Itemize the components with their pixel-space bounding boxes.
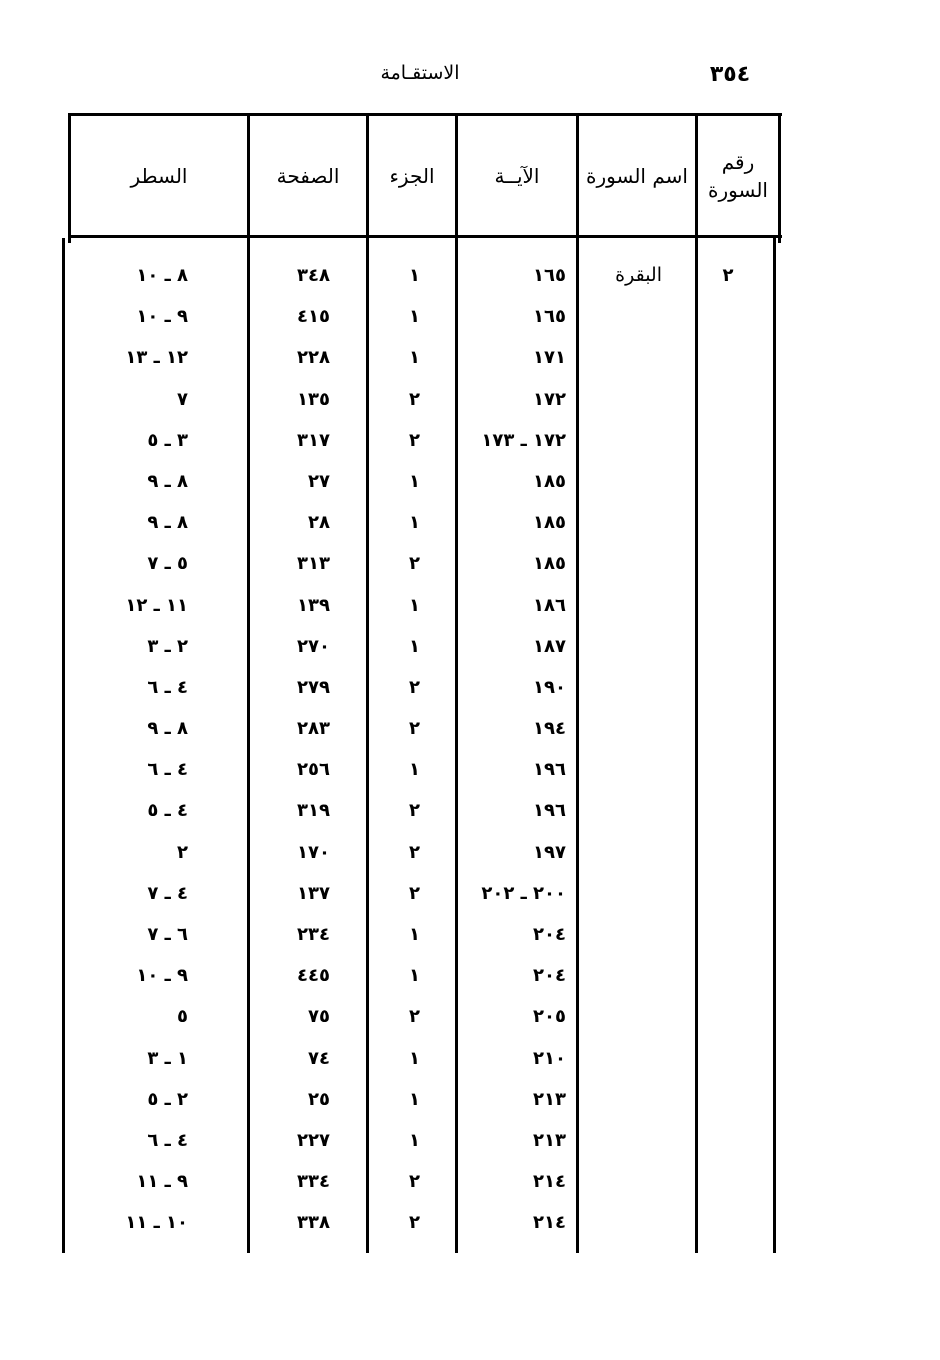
verse-cell: ١٧١ (533, 347, 566, 369)
header-part (369, 118, 455, 234)
page-cell: ٣١٧ (297, 429, 330, 451)
line-cell: ١ ـ ٣ (147, 1047, 188, 1069)
verse-cell: ٢١٤ (533, 1171, 566, 1193)
table-row (0, 296, 940, 337)
line-cell: ٤ ـ ٦ (147, 1129, 188, 1151)
running-title: الاستقـامة (380, 62, 460, 84)
line-cell: ٨ ـ ٩ (147, 512, 188, 534)
page-cell: ٢٥٦ (297, 759, 330, 781)
page-cell: ٢٧٠ (297, 635, 330, 657)
page-cell: ٣١٣ (297, 553, 330, 575)
table-row (0, 543, 940, 584)
page-cell: ٢٢٨ (297, 347, 330, 369)
part-cell: ٢ (409, 882, 420, 904)
table-row (0, 1161, 940, 1202)
verse-cell: ١٧٢ (533, 388, 566, 410)
part-cell: ١ (409, 306, 420, 328)
table-top-rule (68, 113, 782, 116)
part-cell: ٢ (409, 553, 420, 575)
table-header-rule (68, 235, 782, 238)
table-row (0, 1202, 940, 1243)
verse-cell: ١٩٧ (533, 841, 566, 863)
verse-cell: ٢٠٠ ـ ٢٠٢ (481, 882, 566, 904)
table-row (0, 1120, 940, 1161)
table-row (0, 790, 940, 831)
line-cell: ٩ ـ ١٠ (136, 306, 188, 328)
part-cell: ١ (409, 635, 420, 657)
table-row (0, 585, 940, 626)
part-cell: ٢ (409, 388, 420, 410)
header-surah-number (698, 118, 778, 234)
part-cell: ٢ (409, 841, 420, 863)
table-body (0, 255, 940, 1244)
verse-cell: ١٨٧ (533, 635, 566, 657)
verse-cell: ١٨٥ (533, 470, 566, 492)
header-surah-name-label: اسم السورة (586, 164, 688, 188)
verse-cell: ٢١٤ (533, 1212, 566, 1234)
line-cell: ٤ ـ ٦ (147, 676, 188, 698)
page-number: ٣٥٤ (709, 62, 751, 87)
table-row (0, 1038, 940, 1079)
verse-cell: ١٩٦ (533, 800, 566, 822)
table-row (0, 1079, 940, 1120)
line-cell: ٩ ـ ١١ (136, 1171, 188, 1193)
part-cell: ١ (409, 512, 420, 534)
part-cell: ١ (409, 1088, 420, 1110)
line-cell: ٣ ـ ٥ (147, 429, 188, 451)
page-cell: ٢٥ (308, 1088, 330, 1110)
page-cell: ٢٨٣ (297, 718, 330, 740)
part-cell: ١ (409, 924, 420, 945)
header-surah-name (579, 118, 695, 234)
table-row (0, 502, 940, 543)
page-cell: ٢٧٩ (297, 676, 330, 698)
header-surah-number-line1: رقم (721, 150, 755, 174)
verse-cell: ٢٠٤ (533, 965, 566, 987)
line-cell: ٥ (177, 1006, 188, 1028)
table-row (0, 461, 940, 502)
verse-cell: ١٦٥ (533, 306, 566, 328)
line-cell: ٧ (177, 388, 188, 410)
line-cell: ٤ ـ ٦ (147, 759, 188, 781)
line-cell: ٢ ـ ٣ (147, 635, 188, 657)
page-cell: ٢٢٧ (297, 1129, 330, 1151)
line-cell: ٤ ـ ٧ (147, 882, 188, 904)
table-row (0, 914, 940, 955)
line-cell: ٦ ـ ٧ (147, 924, 188, 945)
surah-number-cell: ٢ (722, 265, 734, 286)
page-cell: ٣١٩ (297, 800, 330, 822)
table-row (0, 420, 940, 461)
table-row (0, 873, 940, 914)
line-cell: ١٢ ـ ١٣ (125, 347, 188, 369)
part-cell: ٢ (409, 1006, 420, 1028)
page-cell: ٣٣٤ (297, 1171, 330, 1193)
page-cell: ١٧٠ (297, 841, 330, 863)
page-cell: ٧٥ (308, 1006, 330, 1028)
part-cell: ١ (409, 347, 420, 369)
verse-cell: ٢١٣ (533, 1129, 566, 1151)
part-cell: ١ (409, 594, 420, 616)
table-row (0, 708, 940, 749)
header-part-label: الجزء (389, 164, 435, 188)
surah-name-cell: البقرة (615, 264, 662, 286)
line-cell: ٤ ـ ٥ (147, 800, 188, 822)
header-surah-number-line2: السورة (708, 178, 768, 202)
table-row (0, 749, 940, 790)
verse-cell: ١٩٦ (533, 759, 566, 781)
verse-cell: ١٨٥ (533, 512, 566, 534)
line-cell: ٨ ـ ٩ (147, 470, 188, 492)
line-cell: ١٠ ـ ١١ (125, 1212, 188, 1234)
table-row (0, 832, 940, 873)
verse-cell: ٢٠٥ (533, 1006, 566, 1028)
part-cell: ٢ (409, 800, 420, 822)
page-cell: ٤٤٥ (297, 965, 330, 987)
table-row (0, 337, 940, 378)
table-row (0, 255, 940, 296)
page-cell: ١٣٧ (297, 882, 330, 904)
part-cell: ١ (409, 965, 420, 987)
table-row (0, 955, 940, 996)
page-cell: ٢٣٤ (297, 924, 330, 945)
line-cell: ٢ (177, 841, 188, 863)
line-cell: ٢ ـ ٥ (147, 1088, 188, 1110)
page-cell: ٣٤٨ (297, 265, 330, 286)
page-cell: ١٣٩ (297, 594, 330, 616)
header-line (71, 118, 247, 234)
part-cell: ٢ (409, 676, 420, 698)
header-page (250, 118, 366, 234)
line-cell: ١١ ـ ١٢ (125, 594, 188, 616)
table-row (0, 626, 940, 667)
part-cell: ٢ (409, 1212, 420, 1234)
verse-cell: ١٨٦ (533, 594, 566, 616)
verse-cell: ١٦٥ (533, 265, 566, 286)
verse-cell: ٢١٣ (533, 1088, 566, 1110)
column-rule (778, 113, 781, 243)
part-cell: ١ (409, 1047, 420, 1069)
page-cell: ٢٧ (308, 470, 330, 492)
page-cell: ٧٤ (308, 1047, 330, 1069)
table-row (0, 379, 940, 420)
part-cell: ٢ (409, 429, 420, 451)
page-cell: ٤١٥ (297, 306, 330, 328)
part-cell: ١ (409, 759, 420, 781)
table-row (0, 996, 940, 1037)
verse-cell: ١٨٥ (533, 553, 566, 575)
page-cell: ٢٨ (308, 512, 330, 534)
line-cell: ٨ ـ ١٠ (136, 265, 188, 286)
line-cell: ٥ ـ ٧ (147, 553, 188, 575)
part-cell: ١ (409, 1129, 420, 1151)
header-line-label: السطر (130, 164, 188, 188)
part-cell: ٢ (409, 1171, 420, 1193)
verse-cell: ١٧٢ ـ ١٧٣ (481, 429, 566, 451)
verse-cell: ٢٠٤ (533, 924, 566, 945)
part-cell: ١ (409, 470, 420, 492)
header-verse (458, 118, 576, 234)
verse-cell: ١٩٠ (533, 676, 566, 698)
header-verse-label: الآيــة (494, 164, 540, 188)
line-cell: ٩ ـ ١٠ (136, 965, 188, 987)
verse-cell: ٢١٠ (533, 1047, 566, 1069)
page-cell: ١٣٥ (297, 388, 330, 410)
verse-cell: ١٩٤ (533, 718, 566, 740)
line-cell: ٨ ـ ٩ (147, 718, 188, 740)
header-page-label: الصفحة (276, 164, 340, 188)
table-row (0, 667, 940, 708)
part-cell: ٢ (409, 718, 420, 740)
part-cell: ١ (409, 265, 420, 286)
page-cell: ٣٣٨ (297, 1212, 330, 1234)
